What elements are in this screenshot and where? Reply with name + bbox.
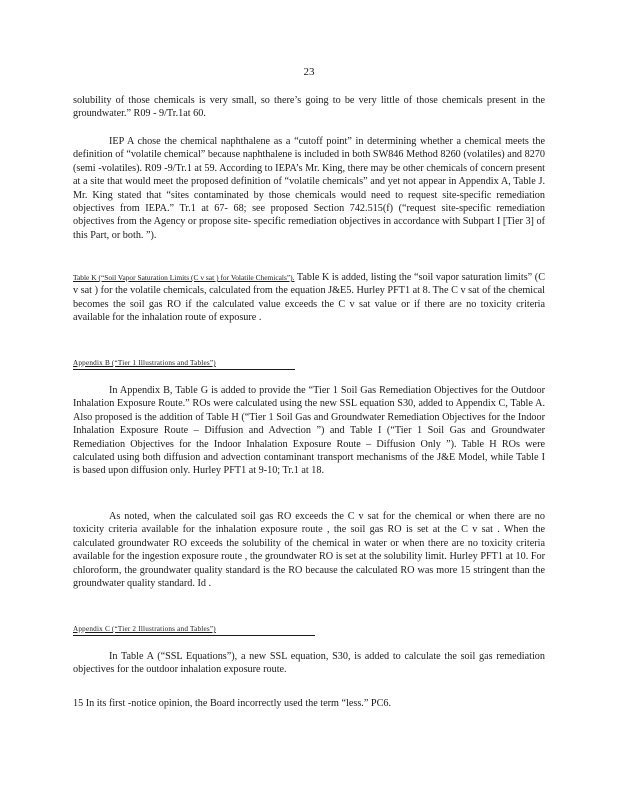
page-number: 23 — [303, 66, 315, 78]
appendix-c-rule — [73, 635, 315, 636]
appendix-b-heading-text: Appendix B (“Tier 1 Illustrations and Tables”) — [73, 359, 216, 367]
appendix-b-rule — [73, 369, 295, 370]
table-k-text: Table K is added, listing the “soil vapor saturation limits” (C v sat ) for the volatile chemicals, calculated from the equation J&E5. Hurley PFT1 at 8. The C v sat of the chemical becomes the soil gas RO if the calculated value exceeds the C v sat value or if there are no toxicity criteria available for the inhalation route of exposure . — [73, 272, 545, 324]
appendix-c-heading-text: Appendix C (“Tier 2 Illustrations and Tables”) — [73, 625, 216, 633]
table-k-heading: Table K (“Soil Vapor Saturation Limits (C v sat ) for Volatile Chemicals”). — [73, 273, 295, 282]
paragraph-continued: solubility of those chemicals is very small, so there’s going to be very little of those chemicals present in the groundwater.” R09 - 9/Tr.1at 60. — [73, 95, 545, 120]
paragraph-naphthalene-cutoff: IEP A chose the chemical naphthalene as a “cutoff point” in determining whether a chemical meets the definition of “volatile chemical” because naphthalene is included in both SW846 Method 8260 (volatiles) and 8270 (semi -volatiles). R09 -9/Tr.1 at 59. According to IEPA’s Mr. King, there may be other chemicals of concern present at a site that would meet the proposed definition of “volatile chemicals” and yet not appear in Appendix A, Table J. Mr. King stated that “sites contaminated by those chemicals would need to request site-specific remediation objectives from IEPA.” Tr.1 at 67- 68; see proposed Section 742.515(f) (“request site-specific remediation objectives from the Agency or propose site- specific remediation objectives in accordance with Subpart I [Tier 3] of this Part, or both. ”). — [73, 136, 545, 241]
paragraph-appendix-c: In Table A (“SSL Equations”), a new SSL equation, S30, is added to calculate the soil gas remediation objectives for the outdoor inhalation exposure route. — [73, 651, 545, 676]
footnote-15: 15 In its first -notice opinion, the Board incorrectly used the term “less.” PC6. — [73, 698, 392, 709]
paragraph-appendix-b: In Appendix B, Table G is added to provide the “Tier 1 Soil Gas Remediation Objectives for the Outdoor Inhalation Exposure Route.” ROs were calculated using the new SSL equation S30, added to Appendix C, Table A. Also proposed is the addition of Table H (“Tier 1 Soil Gas and Groundwater Remediation Objectives for the Indoor Inhalation Exposure Route – Diffusion and Advection ”) and Table I (“Tier 1 Soil Gas and Groundwater Remediation Objectives for the Indoor Inhalation Exposure Route – Diffusion Only ”). Table H ROs were calculated using both diffusion and advection contaminant transport mechanisms of the J&E Model, while Table I is based upon diffusion only. Hurley PFT1 at 9-10; Tr.1 at 18. — [73, 385, 545, 477]
paragraph-as-noted: As noted, when the calculated soil gas RO exceeds the C v sat for the chemical or when there are no toxicity criteria available for the inhalation exposure route , the soil gas RO is set at the C v sat . When the calculated groundwater RO exceeds the solubility of the chemical in water or when there are no toxicity criteria available for the ingestion exposure route , the groundwater RO is set at the solubility limit. Hurley PFT1 at 10. For chloroform, the groundwater quality standard is the RO because the calculated RO was more 15 stringent than the groundwater quality standard. Id . — [73, 511, 545, 590]
paragraph-table-k — [73, 271, 545, 325]
